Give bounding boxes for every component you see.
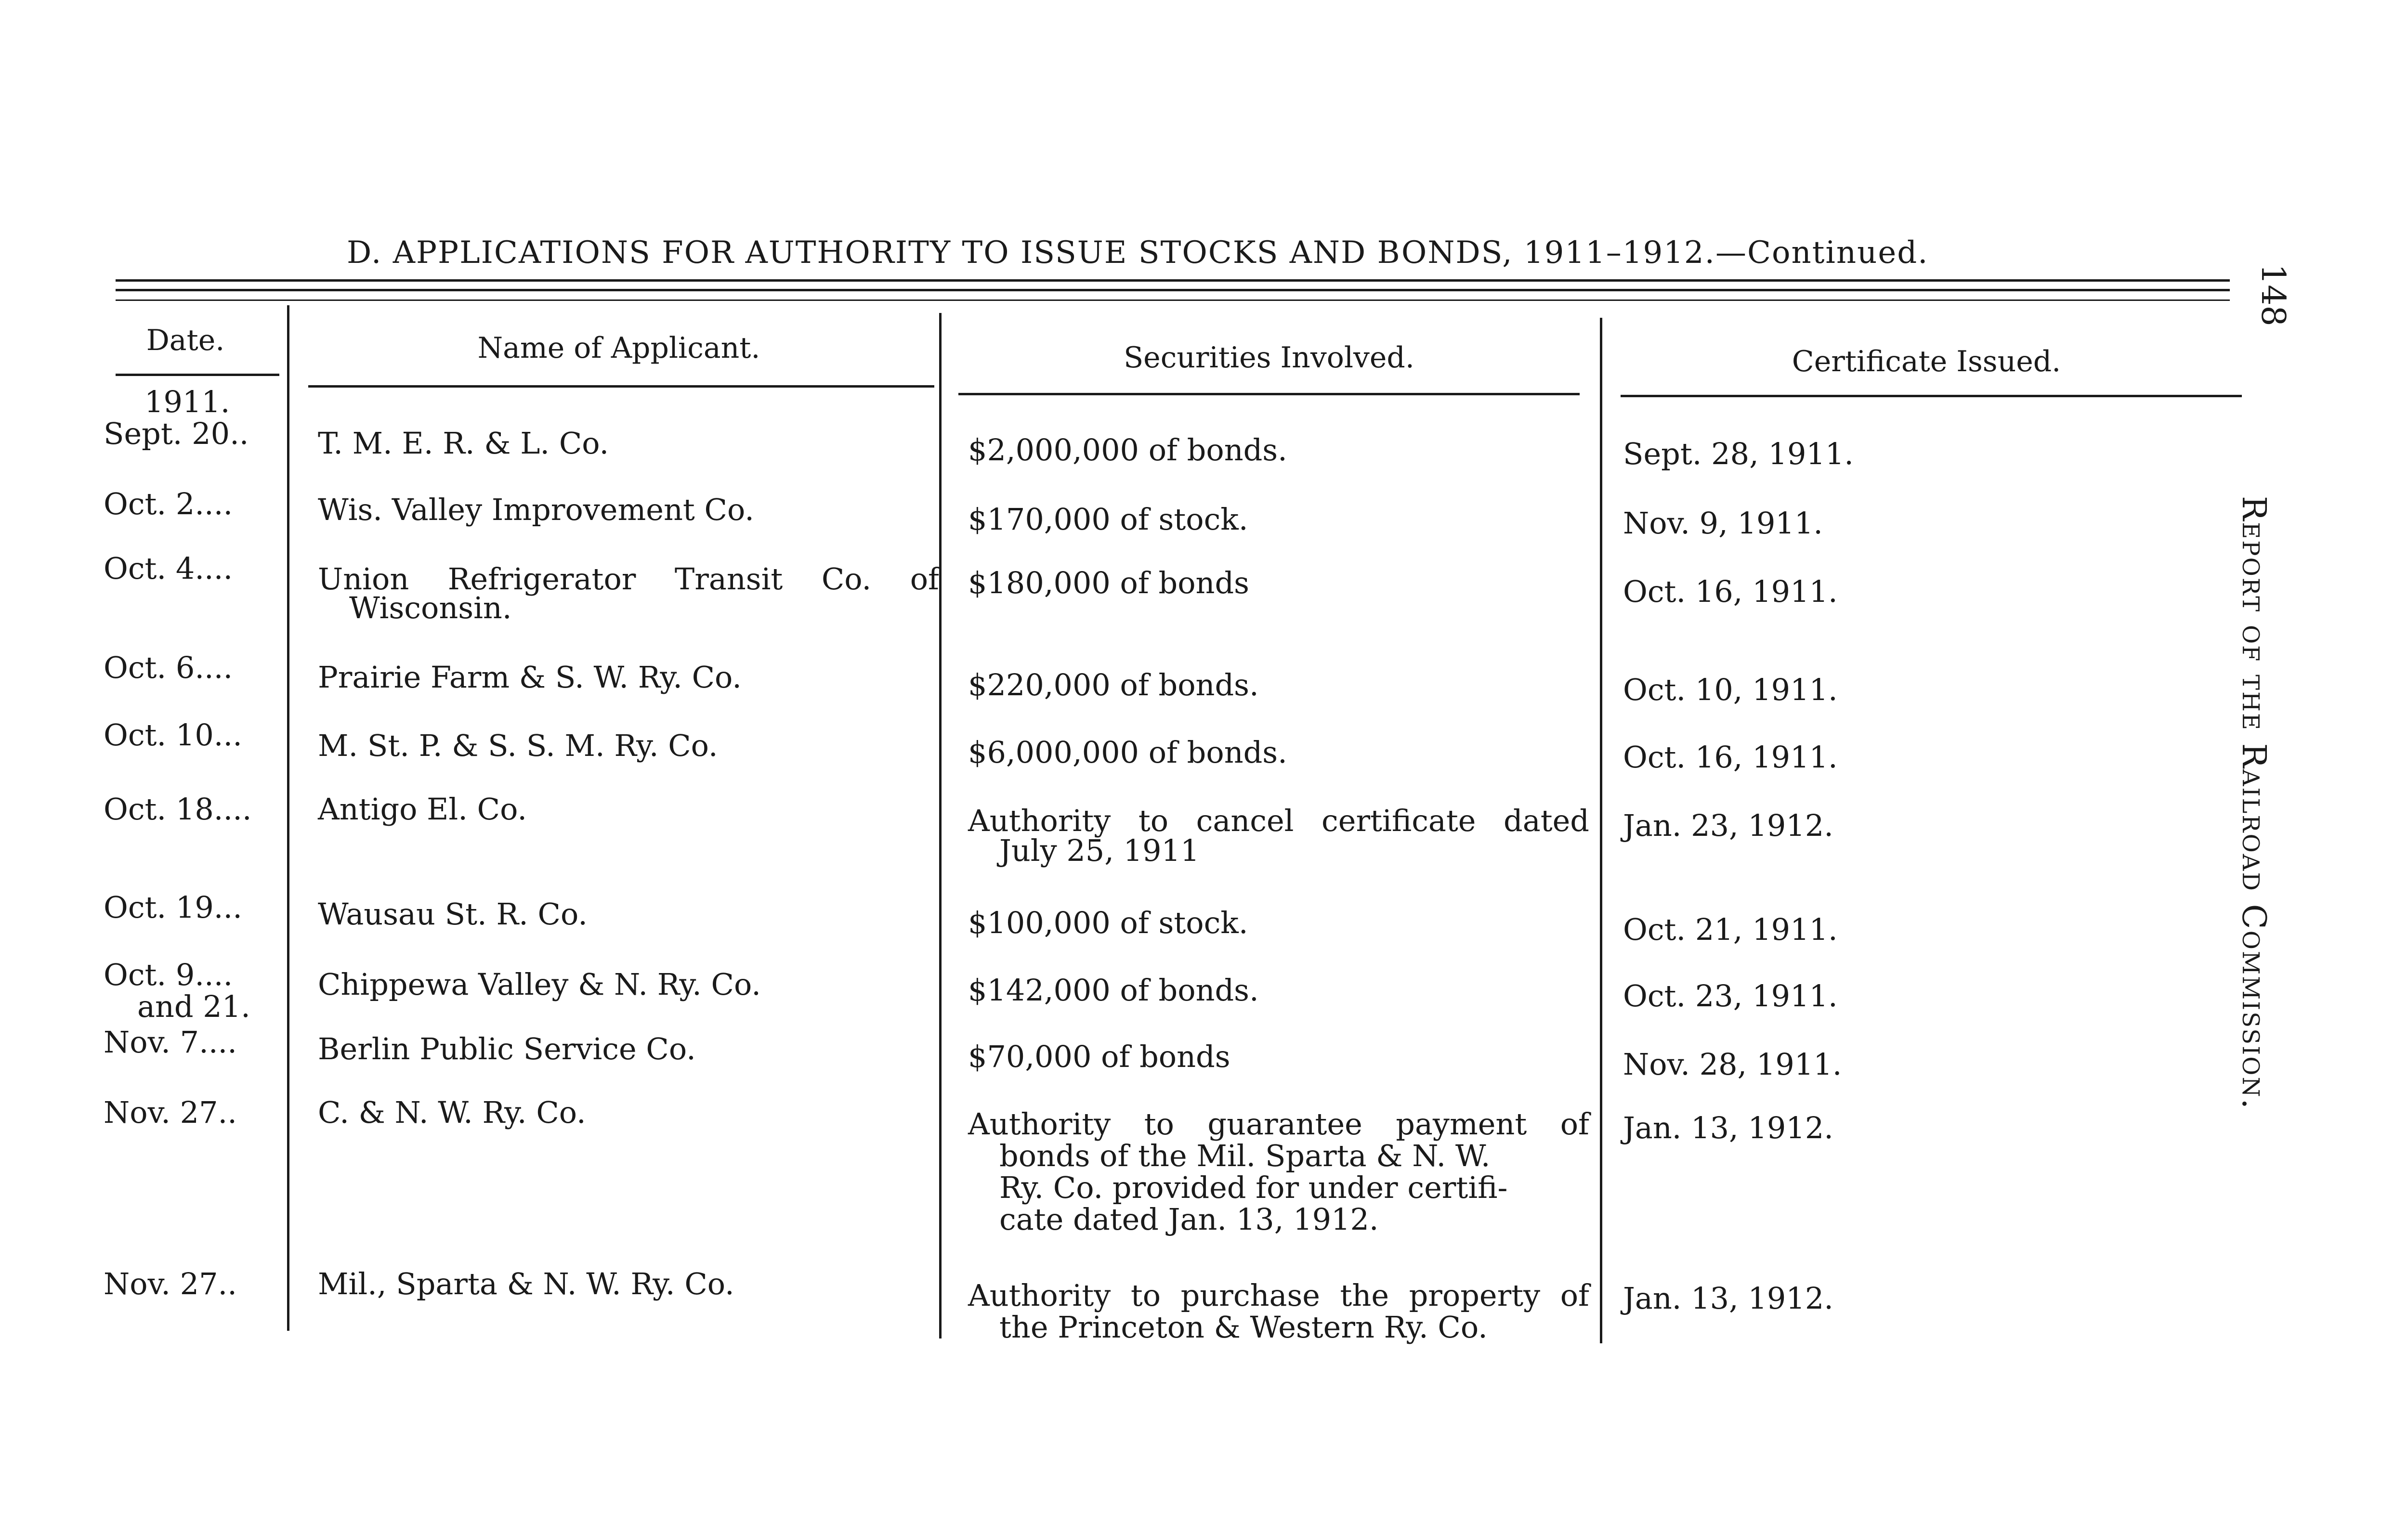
- row-certificate: Oct. 23, 1911.: [1623, 978, 1838, 1013]
- row-certificate: Oct. 10, 1911.: [1623, 672, 1838, 707]
- securities-line-3: Ry. Co. provided for under certifi-: [999, 1170, 1508, 1205]
- securities-line-2: the Princeton & Western Ry. Co.: [999, 1310, 1488, 1345]
- securities-line-4: cate dated Jan. 13, 1912.: [999, 1202, 1379, 1237]
- header-date: Date.: [146, 324, 225, 357]
- applicant-line-2: Wisconsin.: [349, 590, 512, 625]
- header-name: Name of Applicant.: [477, 331, 760, 365]
- row-date: Nov. 27..: [104, 1266, 237, 1301]
- row-certificate: Oct. 16, 1911.: [1623, 574, 1838, 609]
- row-securities: $70,000 of bonds: [968, 1039, 1230, 1074]
- row-securities: $220,000 of bonds.: [968, 667, 1259, 702]
- row-certificate: Oct. 16, 1911.: [1623, 740, 1838, 775]
- row-applicant: Wis. Valley Improvement Co.: [318, 492, 754, 527]
- row-securities: $180,000 of bonds: [968, 565, 1249, 600]
- row-date: Oct. 6....: [104, 650, 233, 685]
- securities-line-2: July 25, 1911: [999, 833, 1200, 868]
- row-certificate: Jan. 23, 1912.: [1623, 808, 1833, 843]
- row-date: [104, 958, 277, 1024]
- row-securities: $6,000,000 of bonds.: [968, 735, 1287, 770]
- header-certificate: Certificate Issued.: [1792, 345, 2061, 378]
- row-date: Oct. 2....: [104, 486, 233, 521]
- table-title: D. APPLICATIONS FOR AUTHORITY TO ISSUE STOCKS AND BONDS, 1911–1912.—Continued.: [347, 235, 1929, 271]
- title-rule-top: [116, 279, 2230, 282]
- header-securities: Securities Involved.: [1124, 341, 1414, 375]
- securities-line-1: Authority to guarantee payment of: [968, 1106, 1589, 1142]
- row-securities: [968, 1107, 1589, 1236]
- row-date: Sept. 20..: [104, 416, 249, 451]
- row-applicant: C. & N. W. Ry. Co.: [318, 1095, 586, 1130]
- year-label: 1911.: [144, 384, 230, 419]
- date-line-1: Oct. 9....: [104, 957, 233, 992]
- date-line-2: and 21.: [137, 989, 250, 1024]
- row-securities: $142,000 of bonds.: [968, 973, 1259, 1008]
- row-applicant: Wausau St. R. Co.: [318, 896, 588, 932]
- page-number: 148: [2254, 264, 2292, 326]
- row-securities: [968, 804, 1589, 868]
- title-rule-third: [116, 299, 2230, 301]
- row-applicant: Antigo El. Co.: [318, 792, 527, 827]
- row-certificate: Jan. 13, 1912.: [1623, 1281, 1833, 1316]
- securities-line-2: bonds of the Mil. Sparta & N. W.: [999, 1138, 1491, 1173]
- row-date: Oct. 19...: [104, 890, 242, 925]
- column-divider-2: [939, 313, 942, 1338]
- table-row: [0, 486, 2264, 541]
- row-securities: $170,000 of stock.: [968, 502, 1248, 537]
- row-applicant: Prairie Farm & S. W. Ry. Co.: [318, 660, 742, 695]
- row-applicant: T. M. E. R. & L. Co.: [318, 426, 609, 461]
- running-head: Report of the Railroad Commission.: [2235, 496, 2273, 1111]
- column-divider-3: [1600, 318, 1602, 1343]
- row-certificate: Sept. 28, 1911.: [1623, 436, 1854, 471]
- row-certificate: Nov. 28, 1911.: [1623, 1047, 1842, 1082]
- header-underline-name: [308, 385, 934, 388]
- row-securities: [968, 1279, 1589, 1344]
- row-applicant: Berlin Public Service Co.: [318, 1031, 696, 1066]
- securities-line-1: Authority to cancel certificate dated: [968, 803, 1589, 838]
- table-row: [0, 1266, 2264, 1345]
- row-applicant: Chippewa Valley & N. Ry. Co.: [318, 967, 761, 1002]
- row-date: Oct. 18....: [104, 792, 252, 827]
- row-securities: $2,000,000 of bonds.: [968, 432, 1287, 468]
- applicant-line-1: Union Refrigerator Transit Co. of: [318, 561, 939, 597]
- securities-line-1: Authority to purchase the property of: [968, 1278, 1589, 1313]
- row-applicant: [318, 562, 939, 625]
- row-date: Oct. 4....: [104, 551, 233, 586]
- row-date: Nov. 7....: [104, 1025, 237, 1060]
- row-certificate: Jan. 13, 1912.: [1623, 1110, 1833, 1145]
- header-underline-securities: [958, 393, 1580, 395]
- row-date: Oct. 10...: [104, 717, 242, 753]
- table-row: [0, 792, 2264, 868]
- row-applicant: Mil., Sparta & N. W. Ry. Co.: [318, 1266, 734, 1301]
- table-row: [0, 717, 2264, 775]
- table-row: [0, 957, 2264, 1024]
- row-applicant: M. St. P. & S. S. M. Ry. Co.: [318, 728, 718, 763]
- column-divider-1: [287, 305, 289, 1331]
- row-securities: $100,000 of stock.: [968, 905, 1248, 940]
- title-rule-bottom: [116, 289, 2230, 291]
- row-certificate: Nov. 9, 1911.: [1623, 506, 1823, 541]
- header-underline-date: [116, 374, 279, 376]
- row-certificate: Oct. 21, 1911.: [1623, 912, 1838, 947]
- row-date: Nov. 27..: [104, 1095, 237, 1130]
- header-underline-certificate: [1621, 395, 2242, 397]
